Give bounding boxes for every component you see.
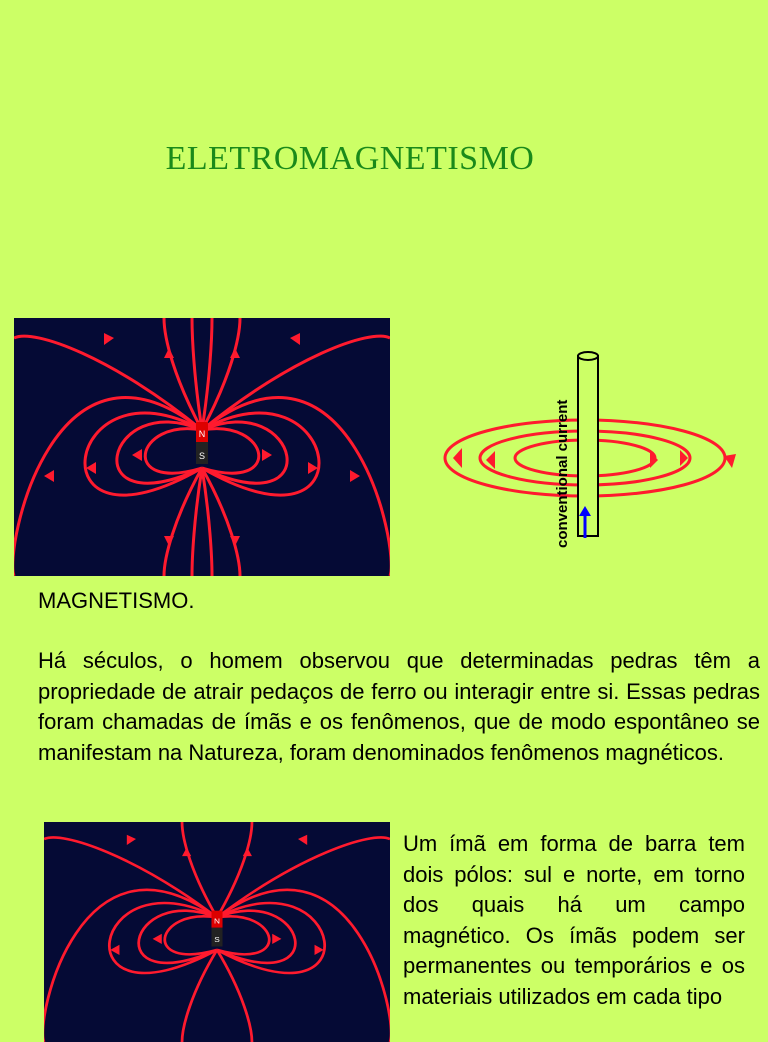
north-pole-label: N xyxy=(198,429,206,439)
magnetic-field-lines xyxy=(14,318,390,576)
magnetic-field-lines-2 xyxy=(44,822,390,1042)
south-pole-label-2: S xyxy=(214,935,220,945)
page-title: ELETROMAGNETISMO xyxy=(165,140,535,177)
south-pole-label: S xyxy=(198,451,206,461)
bar-magnet-paragraph: Um ímã em forma de barra tem dois pólos: sul e norte, em torno dos quais há um campo magnético. Os ímãs podem ser permanentes ou temporários e os materiais utilizados em cada tipo xyxy=(403,831,745,1009)
bar-magnet-field-image-2 xyxy=(44,822,390,1042)
north-pole-label-2: N xyxy=(214,916,220,926)
section-heading: MAGNETISMO. xyxy=(38,588,195,613)
current-wire-diagram xyxy=(440,338,750,558)
intro-paragraph: Há séculos, o homem observou que determinadas pedras têm a propriedade de atrair pedaços de ferro ou interagir entre si. Essas pedras foram chamadas de ímãs e os fenômenos, que de modo espontâneo se manifestam na Natureza, foram denominados fenômenos magnéticos. xyxy=(38,648,760,765)
conventional-current-label: conventional current xyxy=(554,399,571,548)
bar-magnet-field-image xyxy=(14,318,390,576)
wire-field-diagram xyxy=(440,338,750,558)
